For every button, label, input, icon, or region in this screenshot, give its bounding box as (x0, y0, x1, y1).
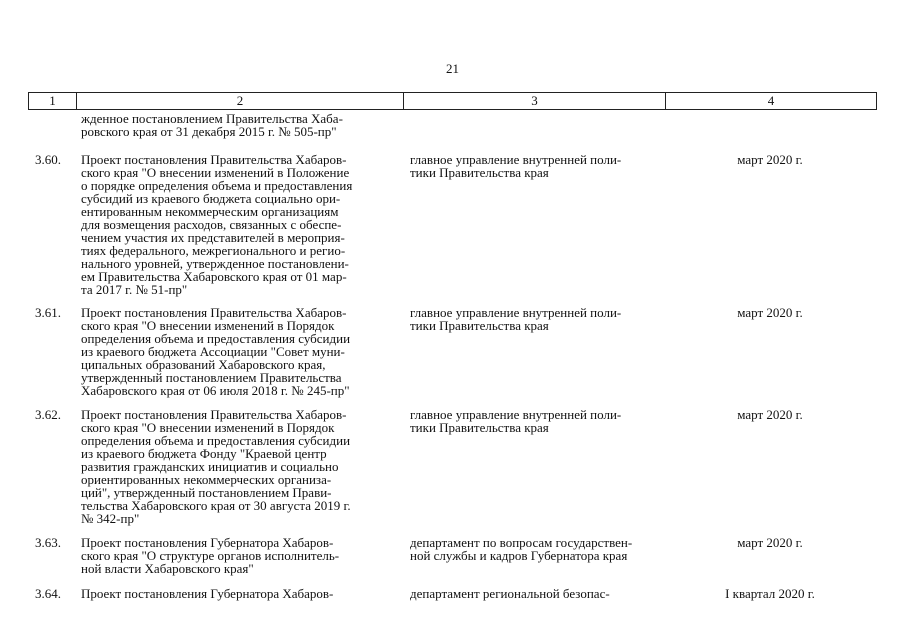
header-col-2: 2 (77, 93, 404, 109)
responsible-org: главное управление внутренней поли- тики Правительства края (410, 305, 622, 333)
deadline: I квартал 2020 г. (725, 586, 815, 601)
header-col-3: 3 (404, 93, 666, 109)
document-title: Проект постановления Губернатора Хабаров- ского края "О структуре органов исполнитель- ной власти Хабаровского края" (81, 535, 340, 576)
row-number: 3.62. (35, 407, 61, 422)
responsible-org: департамент по вопросам государствен- ной службы и кадров Губернатора края (410, 535, 633, 563)
responsible-org: главное управление внутренней поли- тики Правительства края (410, 152, 622, 180)
row-number: 3.63. (35, 535, 61, 550)
page-number: 21 (446, 61, 459, 76)
row-number: 3.60. (35, 152, 61, 167)
table-header (28, 92, 877, 110)
deadline: март 2020 г. (737, 305, 803, 320)
deadline: март 2020 г. (737, 152, 803, 167)
deadline: март 2020 г. (737, 407, 803, 422)
header-col-4: 4 (767, 93, 775, 108)
responsible-org: главное управление внутренней поли- тики Правительства края (410, 407, 622, 435)
row-number: 3.61. (35, 305, 61, 320)
continuation-text: жденное постановлением Правительства Хаба- ровского края от 31 декабря 2015 г. № 505-пр" (81, 111, 343, 139)
responsible-org: департамент региональной безопас- (410, 586, 610, 601)
document-title: Проект постановления Правительства Хабаров- ского края "О внесении изменений в Положение о порядке определения объема и предоставления субсидий из краевого бюджета социально ори- ентированным некоммерческим организациям для возмещения расходов, связанных с обеспе- чением участия их представителей в мероприя- тиях федерального, межрегионального и регио- нального уровней, утвержденное постановлени- ем Правительства Хабаровского края от 01 мар- та 2017 г. № 51-пр" (81, 152, 353, 297)
document-title: Проект постановления Правительства Хабаров- ского края "О внесении изменений в Порядок определения объема и предоставления субсидии из краевого бюджета Фонду "Краевой центр развития гражданских инициатив и социально ориентированных некоммерческих организа- ций", утвержденный постановлением Прави- тельства Хабаровского края от 30 августа 2019 г. № 342-пр" (81, 407, 351, 526)
header-col-1: 1 (29, 93, 77, 109)
document-title: Проект постановления Губернатора Хабаров- (81, 586, 334, 601)
document-title: Проект постановления Правительства Хабаров- ского края "О внесении изменений в Порядок определения объема и предоставления субсидии из краевого бюджета Ассоциации "Совет муни- ципальных образований Хабаровского края, утвержденный постановлением Правительства Хабаровского края от 06 июля 2018 г. № 245-пр" (81, 305, 351, 398)
row-number: 3.64. (35, 586, 61, 601)
deadline: март 2020 г. (737, 535, 803, 550)
